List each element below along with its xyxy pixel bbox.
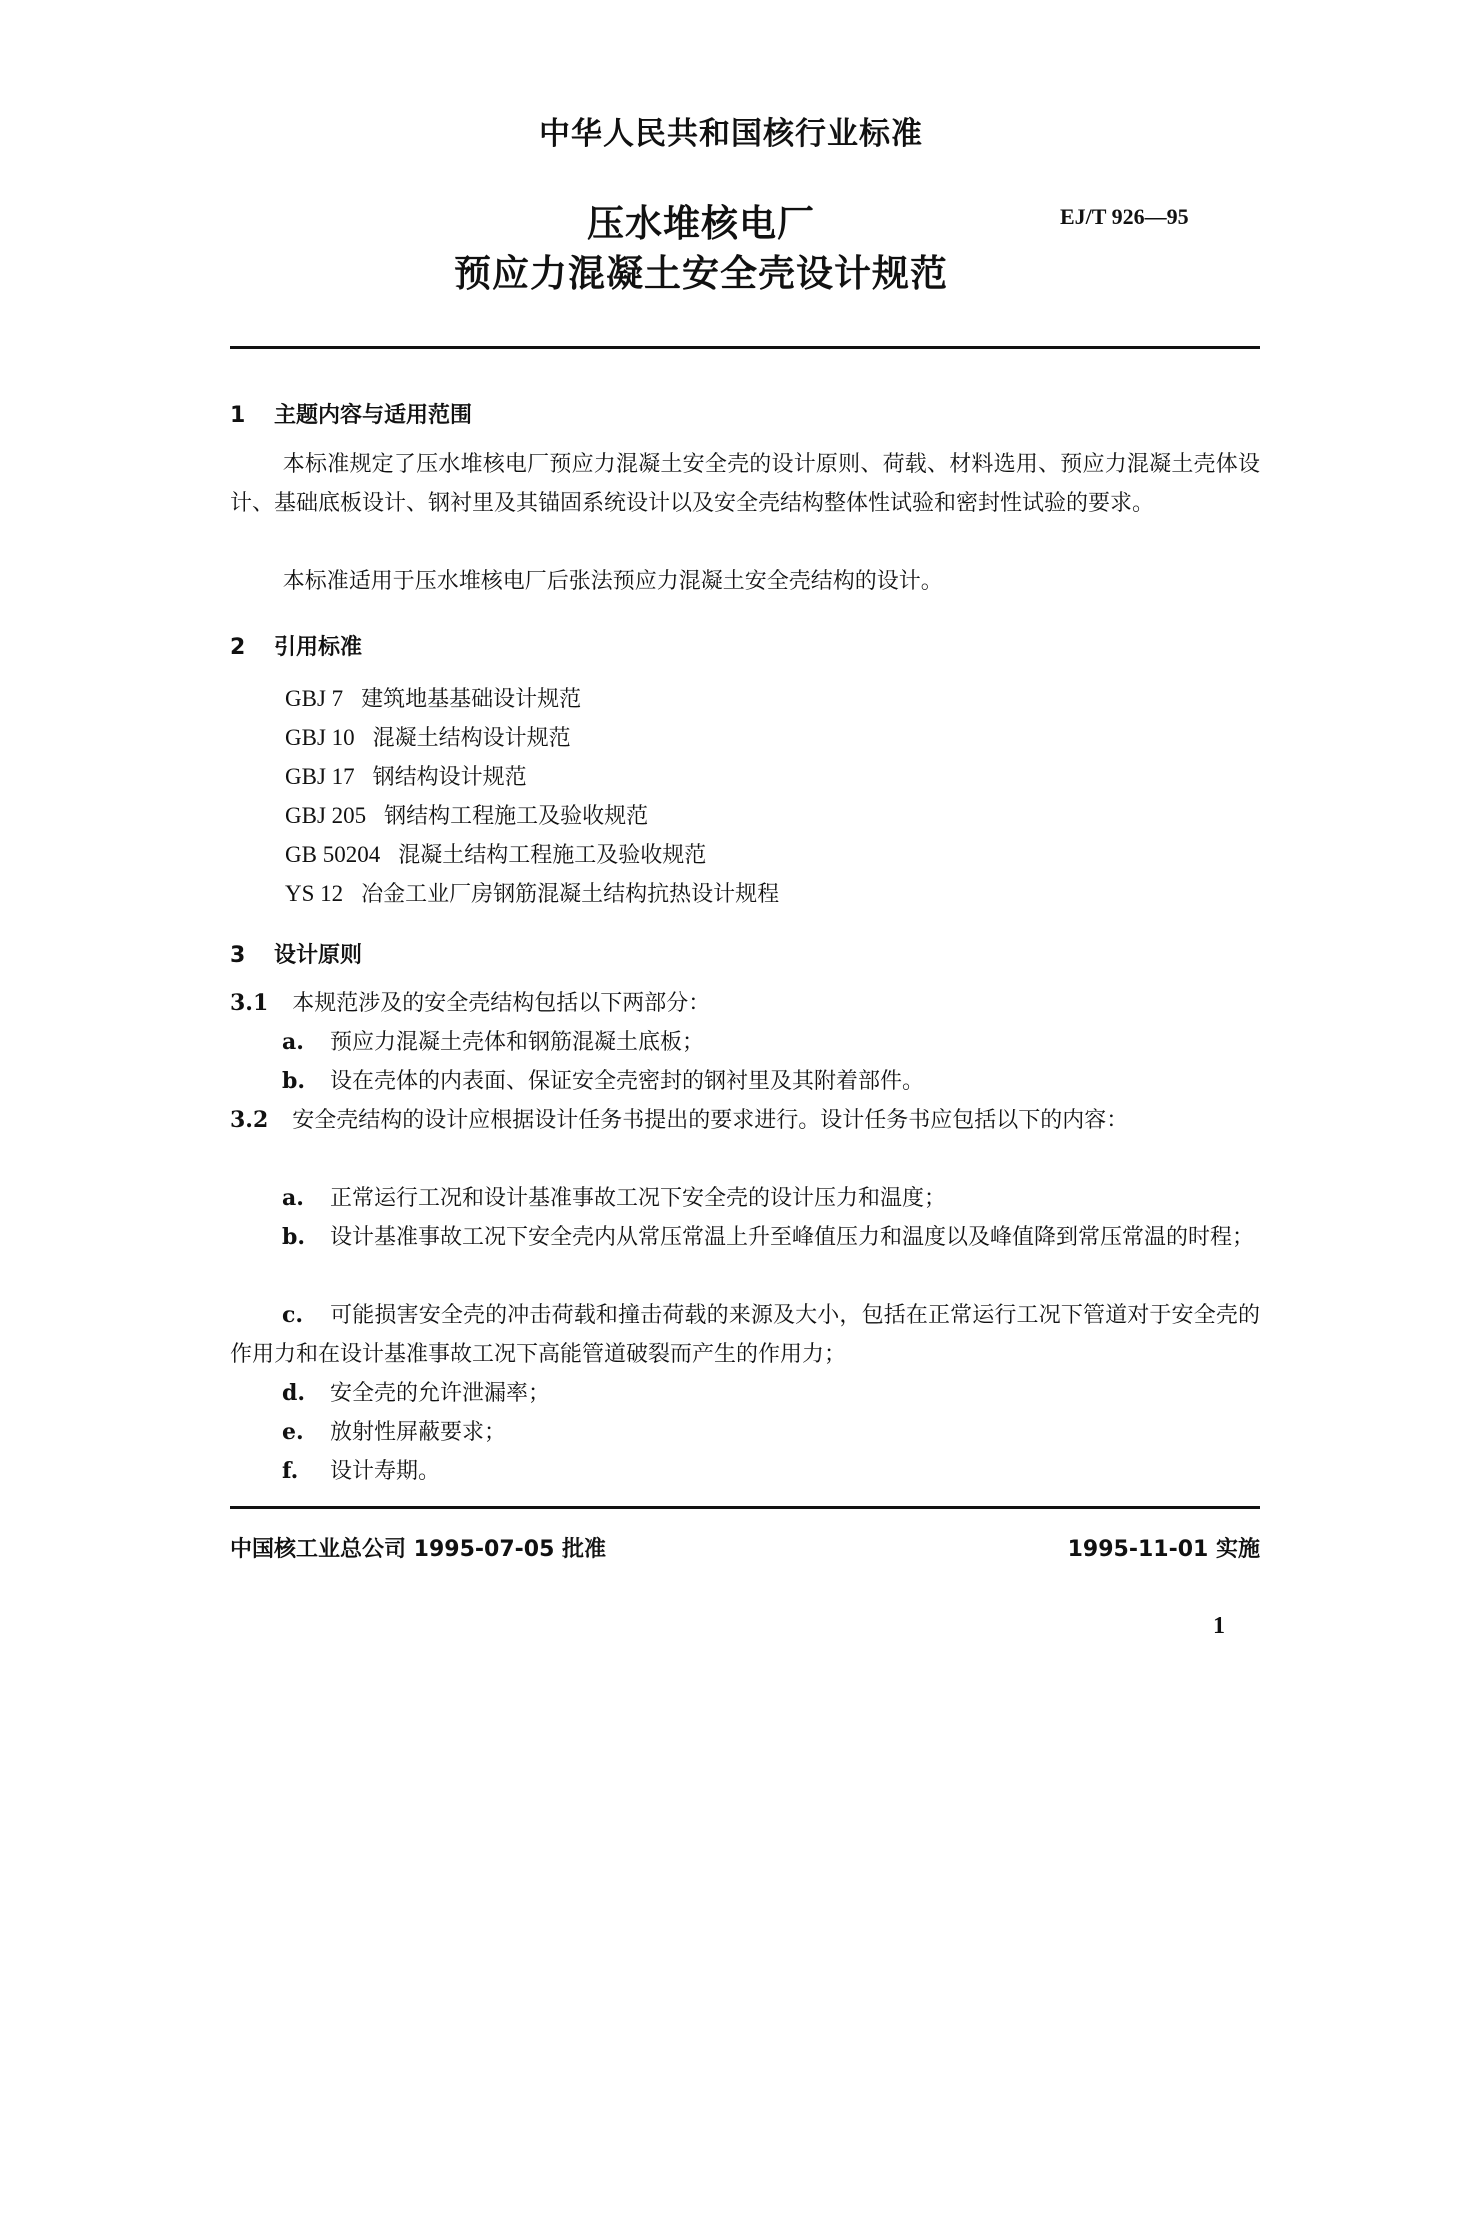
item-label: b. xyxy=(282,1224,306,1250)
reference-title: 钢结构工程施工及验收规范 xyxy=(384,804,649,829)
reference-item xyxy=(285,760,527,791)
item-label: b. xyxy=(282,1068,306,1094)
item-label: a. xyxy=(282,1185,304,1211)
item-text: 放射性屏蔽要求； xyxy=(330,1420,507,1445)
document-title-line1: 压水堆核电厂 xyxy=(587,202,815,245)
reference-item xyxy=(285,799,648,830)
reference-code: GBJ 205 xyxy=(285,803,367,828)
document-title-line2: 预应力混凝土安全壳设计规范 xyxy=(454,252,948,295)
footer-divider xyxy=(230,1506,1260,1509)
item-text: 正常运行工况和设计基准事故工况下安全壳的设计压力和温度； xyxy=(330,1186,947,1211)
approval-line: 中国核工业总公司 1995-07-05 批准 xyxy=(230,1537,607,1562)
item-text: 可能损害安全壳的冲击荷载和撞击荷载的来源及大小，包括在正常运行工况下管道对于安全壳的作用力和在设计基准事故工况下高能管道破裂而产生的作用力； xyxy=(230,1303,1260,1367)
reference-title: 混凝土结构工程施工及验收规范 xyxy=(398,843,707,868)
implementation-date: 1995-11-01 实施 xyxy=(1067,1537,1260,1562)
reference-title: 冶金工业厂房钢筋混凝土结构抗热设计规程 xyxy=(361,882,780,907)
item-text: 设计基准事故工况下安全壳内从常压常温上升至峰值压力和温度以及峰值降到常压常温的时程； xyxy=(330,1225,1255,1250)
item-label: a. xyxy=(282,1029,304,1055)
list-item xyxy=(230,1374,1260,1413)
standard-number: EJ/T 926—95 xyxy=(1060,204,1189,229)
item-text: 设计寿期。 xyxy=(330,1459,441,1484)
section-title: 主题内容与适用范围 xyxy=(274,403,473,428)
reference-item xyxy=(285,838,706,869)
list-item xyxy=(230,1023,1260,1062)
section-number: 3 xyxy=(230,943,246,968)
section-title: 设计原则 xyxy=(274,943,363,968)
reference-item xyxy=(285,721,571,752)
title-divider xyxy=(230,346,1260,349)
reference-item xyxy=(285,682,581,713)
reference-title: 建筑地基基础设计规范 xyxy=(361,687,582,712)
reference-code: GBJ 7 xyxy=(285,686,344,711)
list-item xyxy=(230,1413,1260,1452)
reference-item xyxy=(285,877,779,908)
section-number: 2 xyxy=(230,635,246,660)
item-label: c. xyxy=(282,1302,304,1328)
clause-number: 3.1 xyxy=(230,990,269,1016)
reference-code: YS 12 xyxy=(285,881,344,906)
page-number: 1 xyxy=(1213,1613,1225,1639)
section-1-paragraph-2: 本标准适用于压水堆核电厂后张法预应力混凝土安全壳结构的设计。 xyxy=(282,569,943,594)
standard-category-header: 中华人民共和国核行业标准 xyxy=(539,116,923,152)
list-item xyxy=(230,1452,1260,1491)
list-item xyxy=(230,1062,1260,1101)
list-item xyxy=(230,1179,1260,1218)
item-label: d. xyxy=(282,1380,306,1406)
reference-code: GBJ 17 xyxy=(285,764,355,789)
clause-text: 本规范涉及的安全壳结构包括以下两部分： xyxy=(292,991,711,1016)
reference-title: 钢结构设计规范 xyxy=(372,765,527,790)
item-label: e. xyxy=(282,1419,304,1445)
item-text: 安全壳的允许泄漏率； xyxy=(330,1381,551,1406)
item-text: 设在壳体的内表面、保证安全壳密封的钢衬里及其附着部件。 xyxy=(330,1069,925,1094)
reference-title: 混凝土结构设计规范 xyxy=(372,726,571,751)
reference-code: GBJ 10 xyxy=(285,725,355,750)
item-text: 预应力混凝土壳体和钢筋混凝土底板； xyxy=(330,1030,705,1055)
section-2-heading xyxy=(230,630,362,661)
section-number: 1 xyxy=(230,403,246,428)
section-title: 引用标准 xyxy=(274,635,363,660)
section-1-heading xyxy=(230,398,472,429)
item-label: f. xyxy=(282,1458,299,1484)
section-3-heading xyxy=(230,938,362,969)
reference-code: GB 50204 xyxy=(285,842,381,867)
clause-3-2 xyxy=(230,1101,1260,1140)
list-item xyxy=(230,1296,1260,1374)
clause-text: 安全壳结构的设计应根据设计任务书提出的要求进行。设计任务书应包括以下的内容： xyxy=(292,1108,1129,1133)
clause-number: 3.2 xyxy=(230,1107,269,1133)
clause-3-1 xyxy=(230,984,1260,1023)
section-1-paragraph-1: 本标准规定了压水堆核电厂预应力混凝土安全壳的设计原则、荷载、材料选用、预应力混凝土壳体设计、基础底板设计、钢衬里及其锚固系统设计以及安全壳结构整体性试验和密封性试验的要求。 xyxy=(230,452,1260,516)
list-item xyxy=(230,1218,1260,1257)
